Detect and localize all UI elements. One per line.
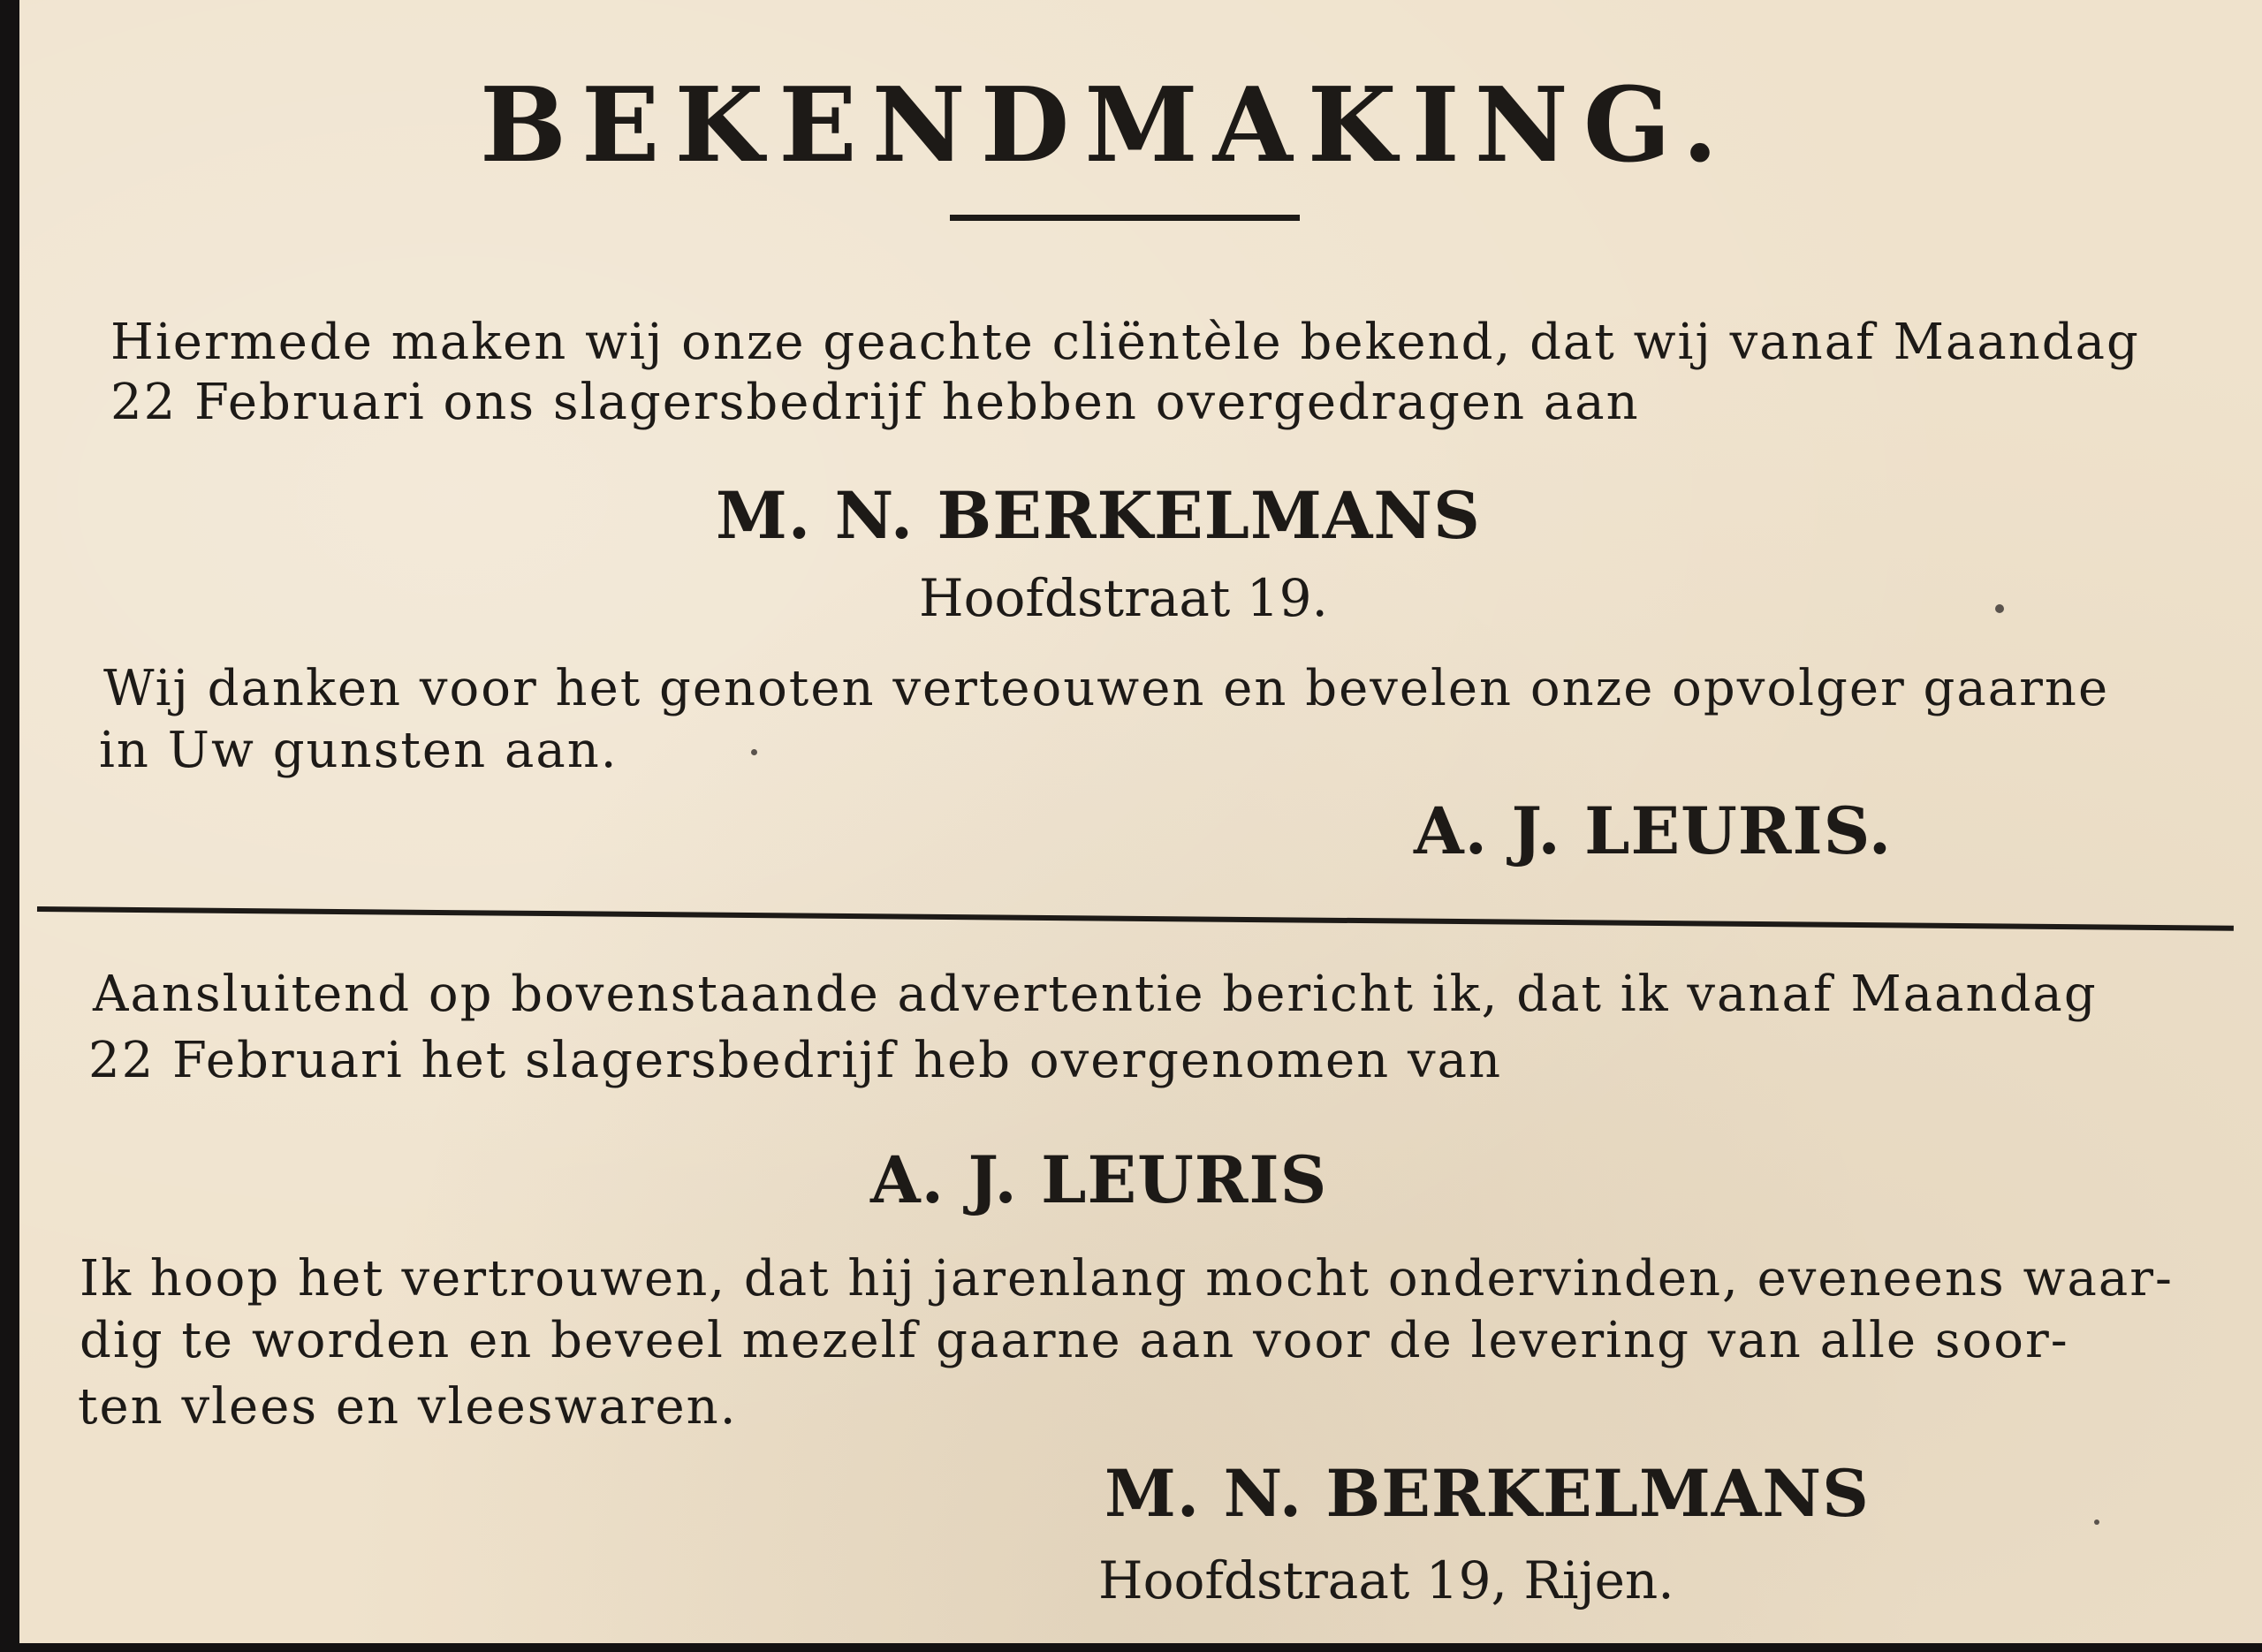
notice-1-thanks-line-2: in Uw gunsten aan. xyxy=(99,722,619,779)
ink-speck xyxy=(751,749,757,755)
notice-2-body-line-2: dig te worden en beveel mezelf gaarne aan voor de levering van alle soor- xyxy=(80,1312,2069,1369)
successor-address: Hoofdstraat 19. xyxy=(919,568,1328,628)
notice-2-signature-address: Hoofdstraat 19, Rijen. xyxy=(1098,1550,1674,1610)
predecessor-name: A. J. LEURIS xyxy=(870,1142,1328,1218)
notice-2-line-2: 22 Februari het slagersbedrijf heb overgenomen van xyxy=(88,1032,1503,1089)
section-divider xyxy=(37,906,2234,931)
title-underline xyxy=(950,215,1300,221)
successor-name: M. N. BERKELMANS xyxy=(716,478,1481,554)
notice-2-line-1: Aansluitend op bovenstaande advertentie bericht ik, dat ik vanaf Maandag xyxy=(93,966,2098,1023)
notice-1-line-1: Hiermede maken wij onze geachte cliëntèle bekend, dat wij vanaf Maandag xyxy=(110,314,2140,371)
bottom-black-border xyxy=(0,1643,2262,1652)
announcement-title: BEKENDMAKING. xyxy=(480,65,1734,186)
notice-2-body-line-1: Ik hoop het vertrouwen, dat hij jarenlang mocht ondervinden, eveneens waar- xyxy=(80,1250,2174,1307)
notice-2-signature: M. N. BERKELMANS xyxy=(1104,1456,1870,1532)
ink-speck xyxy=(1995,604,2004,613)
notice-2-body-line-3: ten vlees en vleeswaren. xyxy=(78,1378,738,1436)
left-black-border xyxy=(0,0,19,1652)
ink-speck xyxy=(2094,1519,2099,1525)
notice-1-line-2: 22 Februari ons slagersbedrijf hebben overgedragen aan xyxy=(110,374,1640,431)
notice-1-signature: A. J. LEURIS. xyxy=(1414,793,1893,869)
notice-1-thanks-line-1: Wij danken voor het genoten verteouwen en bevelen onze opvolger gaarne xyxy=(103,660,2110,717)
